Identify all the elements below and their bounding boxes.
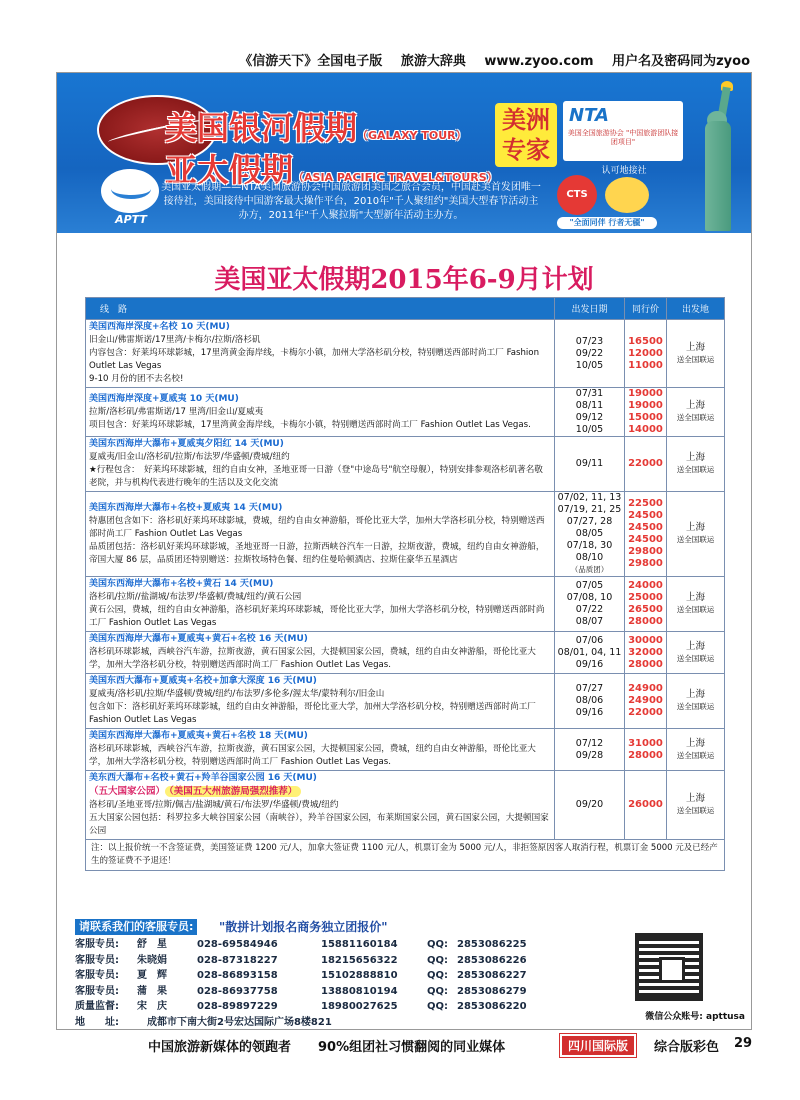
- route-cell: [86, 577, 555, 632]
- contact-slogan: "散拼计划报名商务独立团报价": [219, 920, 388, 934]
- departure-date: 07/06: [575, 634, 604, 646]
- america-expert-badge: 美洲专家: [495, 103, 557, 167]
- departure-date: 08/10: [575, 552, 604, 563]
- route-desc: ★行程包含： 好莱坞环球影城，纽约自由女神，圣地亚哥一日游（登"中途岛号"航空母舰），特别安排参观洛杉矶著名敬老院，并与机构代表进行晚年的生活以及文化交流: [89, 465, 543, 488]
- qq-label: QQ:: [427, 970, 449, 981]
- price: 22000: [628, 458, 663, 469]
- mascot-icon: [605, 177, 649, 213]
- route-desc: 黄石公园，费城，纽约自由女神游船，洛杉矶好莱坞环球影城，哥伦比亚大学，加州大学洛杉矶分校，特别赠送西部时尚工厂 Fashion Outlet Las Vegas: [89, 605, 545, 628]
- departure-date: 07/23: [575, 335, 604, 347]
- origin-cell: [667, 729, 725, 771]
- ad-page: [56, 72, 752, 1030]
- bird-icon: [111, 179, 151, 199]
- price: 24500: [628, 522, 663, 533]
- nta-logo: [563, 101, 683, 161]
- route-cell: [86, 492, 555, 577]
- price-cell: [625, 771, 667, 840]
- agent-qq[interactable]: 2853086227: [457, 970, 527, 981]
- origin-note: 送全国联运: [676, 605, 715, 614]
- price: 26000: [628, 799, 663, 810]
- agent-name: 朱晓娟: [137, 954, 167, 966]
- route-cell: [86, 729, 555, 771]
- note-row: [86, 840, 725, 871]
- route-title: 美国东西海岸大瀑布+名校+夏威夷 14 天(MU): [89, 502, 283, 513]
- date-cell: [555, 320, 625, 388]
- origin-cell: [667, 674, 725, 729]
- route-desc: 洛杉矶环球影城，西峡谷汽车游，拉斯夜游，黄石国家公园，大提顿国家公园，费城，纽约自由女神游船，哥伦比亚大学，加州大学洛杉矶分校，特别赠送西部时尚工厂 Fashion Outlet Las Vegas.: [89, 647, 536, 670]
- qq-label: QQ:: [427, 954, 449, 966]
- route-desc: 包含如下：洛杉矶好莱坞环球影城，纽约自由女神游船，哥伦比亚大学，加州大学洛杉矶分校，特别赠送西部时尚工厂 Fashion Outlet Las Vegas: [89, 702, 536, 725]
- origin-note: 送全国联运: [676, 413, 715, 422]
- agent-role: 客服专员:: [75, 939, 119, 950]
- price: 24900: [628, 683, 663, 694]
- banner: [57, 73, 751, 233]
- date-cell: [555, 437, 625, 492]
- agent-name: 舒 星: [137, 939, 167, 950]
- price-cell: [625, 632, 667, 674]
- route-desc: 洛杉矶/拉斯//盐湖城/布法罗/华盛顿/费城/纽约/黄石公园: [89, 592, 302, 602]
- route-desc: 夏威夷/洛杉矶/拉斯/华盛顿/费城/纽约/布法罗/多伦多/渥太华/蒙特利尔/旧金山: [89, 689, 385, 699]
- origin-note: 送全国联运: [676, 806, 715, 815]
- address: 成都市下南大街2号宏达国际广场8楼821: [147, 1017, 332, 1028]
- route-desc: 品质团包括：洛杉矶好莱坞环球影城，圣地亚哥一日游，拉斯西峡谷汽车一日游，拉斯夜游，费城，纽约自由女神游船，帝国大厦 86 层，品质团还特别赠送：拉斯牧场特色餐、纽约住曼哈顿酒店、拉斯住豪华五星酒店: [89, 541, 545, 565]
- price: 24900: [628, 695, 663, 706]
- agent-name: 宋 庆: [137, 1001, 167, 1012]
- origin-city: 上海: [685, 522, 705, 533]
- origin-cell: [667, 492, 725, 577]
- agent-qq[interactable]: 2853086225: [457, 939, 527, 950]
- tour-row: [86, 320, 725, 388]
- origin-note: 送全国联运: [676, 465, 715, 474]
- header-price: 同行价: [625, 298, 667, 320]
- price: 14000: [628, 424, 663, 435]
- tour-row: [86, 632, 725, 674]
- dictionary-name: 旅游大辞典: [400, 54, 466, 69]
- route-title: 美东西大瀑布+名校+黄石+羚羊谷国家公园 16 天(MU): [89, 773, 317, 783]
- origin-city: 上海: [685, 341, 705, 353]
- origin-city: 上海: [685, 640, 705, 652]
- top-bar: [60, 50, 750, 72]
- login-note: 用户名及密码同为zyoo: [612, 54, 750, 69]
- departure-date: 09/28: [575, 749, 604, 761]
- price: 28000: [628, 658, 663, 670]
- route-desc: 旧金山/佛雷斯诺/17里湾/卡梅尔/拉斯/洛杉矶: [89, 335, 261, 345]
- agent-phone[interactable]: 028-86937758: [197, 985, 278, 997]
- origin-note: 送全国联运: [676, 653, 715, 663]
- departure-date: 09/22: [575, 347, 604, 359]
- qq-label: QQ:: [427, 985, 449, 997]
- price-cell: [625, 729, 667, 771]
- route-title: 美国东西大瀑布+夏威夷+名校+加拿大深度 16 天(MU): [89, 676, 317, 686]
- tour-row: [86, 771, 725, 840]
- contact-section: [75, 913, 745, 1027]
- price: 11000: [628, 359, 663, 371]
- departure-date: 09/11: [575, 458, 604, 469]
- departure-date: 08/01, 04, 11: [557, 646, 622, 658]
- origin-note: 送全国联运: [676, 702, 715, 711]
- nta-title: NTA: [569, 105, 609, 126]
- origin-note: 送全国联运: [676, 535, 715, 544]
- price: 22500: [628, 498, 663, 509]
- qq-label: QQ:: [427, 1001, 449, 1012]
- brand-name-galaxy: 美国银河假期（GALAXY TOUR）: [165, 109, 467, 147]
- agent-phone[interactable]: 028-89897229: [197, 1001, 278, 1012]
- departure-date: 09/20: [575, 799, 604, 810]
- route-title: 美国东西海岸大瀑布+夏威夷夕阳红 14 天(MU): [89, 439, 284, 449]
- price: 19000: [628, 400, 663, 411]
- origin-note: 送全国联运: [676, 354, 715, 364]
- origin-city: 上海: [685, 592, 705, 603]
- agent-role: 客服专员:: [75, 954, 119, 966]
- date-cell: [555, 729, 625, 771]
- statue-of-liberty-icon: [687, 81, 747, 231]
- tour-plan-table: [85, 297, 725, 871]
- agent-name: 蒲 果: [137, 985, 167, 997]
- edition-badge: 四川国际版: [560, 1034, 636, 1057]
- price: 31000: [628, 737, 663, 749]
- agent-phone[interactable]: 028-69584946: [197, 939, 278, 950]
- departure-date: 07/19, 21, 25: [557, 504, 622, 515]
- footer-tagline-1: 中国旅游新媒体的领跑者: [148, 1040, 292, 1055]
- price-note: 注：以上报价统一不含签证费，美国签证费 1200 元/人，加拿大签证费 1100 元/人，机票订金为 5000 元/人，非拒签原因客人取消行程，机票订金 5000 元及已经产生的签证费不予退还！: [86, 840, 725, 871]
- route-cell: [86, 320, 555, 388]
- origin-city: 上海: [685, 737, 705, 749]
- price: 32000: [628, 646, 663, 658]
- agent-name: 夏 辉: [137, 970, 167, 981]
- departure-date: 07/02, 11, 13: [557, 492, 622, 503]
- route-desc: 项目包含：好莱坞环球影城，17里湾黄金海岸线，卡梅尔小镇，特别赠送西部时尚工厂 Fashion Outlet Las Vegas.: [89, 419, 531, 430]
- date-cell: [555, 674, 625, 729]
- origin-city: 上海: [685, 793, 705, 804]
- site-url[interactable]: www.zyoo.com: [484, 54, 594, 69]
- departure-date: 07/12: [575, 737, 604, 749]
- departure-date: 08/05: [575, 528, 604, 539]
- route-desc: 夏威夷/旧金山/洛杉矶/拉斯/布法罗/华盛顿/费城/纽约: [89, 452, 290, 462]
- page-title: 美国亚太假期2015年6-9月计划: [214, 265, 594, 295]
- agent-mobile[interactable]: 13880810194: [321, 985, 398, 997]
- route-tag: （五大国家公园）: [89, 786, 166, 797]
- departure-date: 07/27: [575, 683, 604, 694]
- agent-mobile[interactable]: 18980027625: [321, 1001, 398, 1012]
- route-desc: 洛杉矶/圣地亚哥/拉斯/佩吉/盐湖城/黄石/布法罗/华盛顿/费城/纽约: [89, 800, 339, 810]
- origin-cell: [667, 577, 725, 632]
- agent-role: 客服专员:: [75, 985, 119, 997]
- header-origin: 出发地: [667, 298, 725, 320]
- price: 30000: [628, 634, 663, 646]
- page-number: 29: [734, 1036, 753, 1051]
- agent-mobile[interactable]: 15102888810: [321, 970, 398, 981]
- table-header: [86, 298, 725, 320]
- publication-name: 《信游天下》全国电子版: [239, 54, 383, 69]
- origin-note: 送全国联运: [676, 750, 715, 760]
- aptt-logo: [91, 169, 171, 227]
- price: 28000: [628, 749, 663, 761]
- header-route: 线 路: [86, 298, 555, 320]
- agent-mobile[interactable]: 15881160184: [321, 939, 398, 950]
- price: 26500: [628, 604, 663, 615]
- wechat-account: 微信公众账号: apttusa: [645, 1012, 745, 1022]
- price: 29800: [628, 558, 663, 569]
- cts-logo: CTS: [557, 175, 597, 215]
- departure-date: 07/22: [575, 604, 604, 615]
- departure-date: 10/05: [575, 424, 604, 435]
- origin-city: 上海: [685, 400, 705, 411]
- route-cell: [86, 437, 555, 492]
- price: 15000: [628, 412, 663, 423]
- route-desc: 特惠团包含如下：洛杉矶好莱坞环球影城，费城，纽约自由女神游船，哥伦比亚大学，加州大学洛杉矶分校，特别赠送西部时尚工厂 Fashion Outlet Las Vegas: [89, 515, 545, 539]
- price-cell: [625, 492, 667, 577]
- origin-city: 上海: [685, 452, 705, 463]
- price: 16500: [628, 335, 663, 347]
- departure-date: 09/16: [575, 707, 604, 718]
- origin-cell: [667, 437, 725, 492]
- price-cell: [625, 674, 667, 729]
- route-desc: 9-10 月份的团不去名校!: [89, 374, 184, 384]
- recommend-tag: （美国五大州旅游局强烈推荐）: [165, 786, 301, 797]
- origin-cell: [667, 771, 725, 840]
- departure-date: 09/12: [575, 412, 604, 423]
- price-cell: [625, 577, 667, 632]
- price-cell: [625, 437, 667, 492]
- departure-date: 07/27, 28: [566, 516, 613, 527]
- route-cell: [86, 388, 555, 437]
- departure-date: 08/06: [575, 695, 604, 706]
- date-cell: [555, 492, 625, 577]
- agent-mobile[interactable]: 18215656322: [321, 954, 398, 966]
- price: 24500: [628, 510, 663, 521]
- departure-date: 07/05: [575, 580, 604, 591]
- origin-cell: [667, 320, 725, 388]
- price: 25000: [628, 592, 663, 603]
- departure-date: （品质团）: [570, 565, 609, 574]
- departure-date: 07/31: [575, 388, 604, 399]
- tour-row: [86, 492, 725, 577]
- departure-date: 07/18, 30: [566, 540, 613, 551]
- route-cell: [86, 771, 555, 840]
- tour-row: [86, 729, 725, 771]
- agent-role: 客服专员:: [75, 970, 119, 981]
- price: 24000: [628, 580, 663, 591]
- contact-button[interactable]: 请联系我们的客服专员:: [75, 919, 197, 935]
- agent-qq[interactable]: 2853086226: [457, 954, 527, 966]
- agent-role: 质量监督:: [75, 1001, 119, 1012]
- nta-sub: 认可地接社: [601, 166, 647, 176]
- route-title: 美国东西海岸大瀑布+夏威夷+黄石+名校 16 天(MU): [89, 634, 308, 644]
- tour-row: [86, 437, 725, 492]
- price: 24500: [628, 534, 663, 545]
- origin-city: 上海: [685, 689, 705, 700]
- brand-name-asia-pacific: 亚太假期（ASIA PACIFIC TRAVEL&TOURS）: [165, 151, 498, 189]
- price: 19000: [628, 388, 663, 399]
- route-title: 美国西海岸深度+夏威夷 10 天(MU): [89, 393, 239, 404]
- route-cell: [86, 674, 555, 729]
- route-title: 美国东西海岸大瀑布+名校+黄石 14 天(MU): [89, 579, 274, 589]
- qr-code-icon[interactable]: [635, 933, 703, 1001]
- departure-date: 08/07: [575, 616, 604, 627]
- route-cell: [86, 632, 555, 674]
- agent-phone[interactable]: 028-86893158: [197, 970, 278, 981]
- price: 22000: [628, 707, 663, 718]
- departure-date: 09/16: [575, 658, 604, 670]
- departure-date: 10/05: [575, 359, 604, 371]
- price-cell: [625, 388, 667, 437]
- price: 28000: [628, 616, 663, 627]
- origin-cell: [667, 388, 725, 437]
- route-desc: 拉斯/洛杉矶/弗雷斯诺/17 里湾/旧金山/夏威夷: [89, 406, 264, 417]
- origin-cell: [667, 632, 725, 674]
- nta-desc: 美国全国旅游协会 "中国旅游团队接团项目": [567, 129, 679, 146]
- qq-label: QQ:: [427, 939, 449, 950]
- agent-qq[interactable]: 2853086220: [457, 1001, 527, 1012]
- departure-date: 08/11: [575, 400, 604, 411]
- address-label: 地 址:: [75, 1017, 119, 1028]
- agent-qq[interactable]: 2853086279: [457, 985, 527, 997]
- agent-phone[interactable]: 028-87318227: [197, 954, 278, 966]
- tour-row: [86, 388, 725, 437]
- route-desc: 内容包含：好莱坞环球影城，17里湾黄金海岸线，卡梅尔小镇，加州大学洛杉矶分校，特别赠送西部时尚工厂 Fashion Outlet Las Vegas: [89, 348, 540, 371]
- price-cell: [625, 320, 667, 388]
- aptt-logo-text: APTT: [115, 213, 147, 226]
- route-title: 美国东西海岸大瀑布+夏威夷+黄石+名校 18 天(MU): [89, 731, 308, 741]
- price: 29800: [628, 546, 663, 557]
- header-date: 出发日期: [555, 298, 625, 320]
- departure-date: 07/08, 10: [566, 592, 613, 603]
- date-cell: [555, 771, 625, 840]
- tour-row: [86, 674, 725, 729]
- page-footer: [0, 1030, 800, 1056]
- route-tags: [89, 785, 551, 799]
- date-cell: [555, 388, 625, 437]
- banner-slogan: "全面同伴 行者无疆": [557, 217, 657, 229]
- date-cell: [555, 632, 625, 674]
- tour-row: [86, 577, 725, 632]
- footer-tagline-2: 90%组团社习惯翻阅的同业媒体: [318, 1040, 506, 1055]
- route-desc: 五大国家公园包括：科罗拉多大峡谷国家公园（南峡谷），羚羊谷国家公园，布莱斯国家公园，黄石国家公园，大提顿国家公园: [89, 813, 549, 836]
- brand-description: 美国亚太假期——NTA美国旅游协会中国旅游团美国之旅合会员，中国赴美首发团唯一接待社，美国接待中国游客最大操作平台，2010年"千人聚纽约"美国大型春节活动主办方，2011年"千人聚拉斯"大型新年活动主办方。: [161, 182, 541, 221]
- price: 12000: [628, 347, 663, 359]
- route-desc: 洛杉矶环球影城，西峡谷汽车游，拉斯夜游，黄石国家公园，大提顿国家公园，费城，纽约自由女神游船，哥伦比亚大学，加州大学洛杉矶分校，特别赠送西部时尚工厂 Fashion Outlet Las Vegas.: [89, 744, 536, 767]
- footer-section: 综合版彩色: [654, 1040, 720, 1055]
- route-title: 美国西海岸深度+名校 10 天(MU): [89, 322, 230, 332]
- date-cell: [555, 577, 625, 632]
